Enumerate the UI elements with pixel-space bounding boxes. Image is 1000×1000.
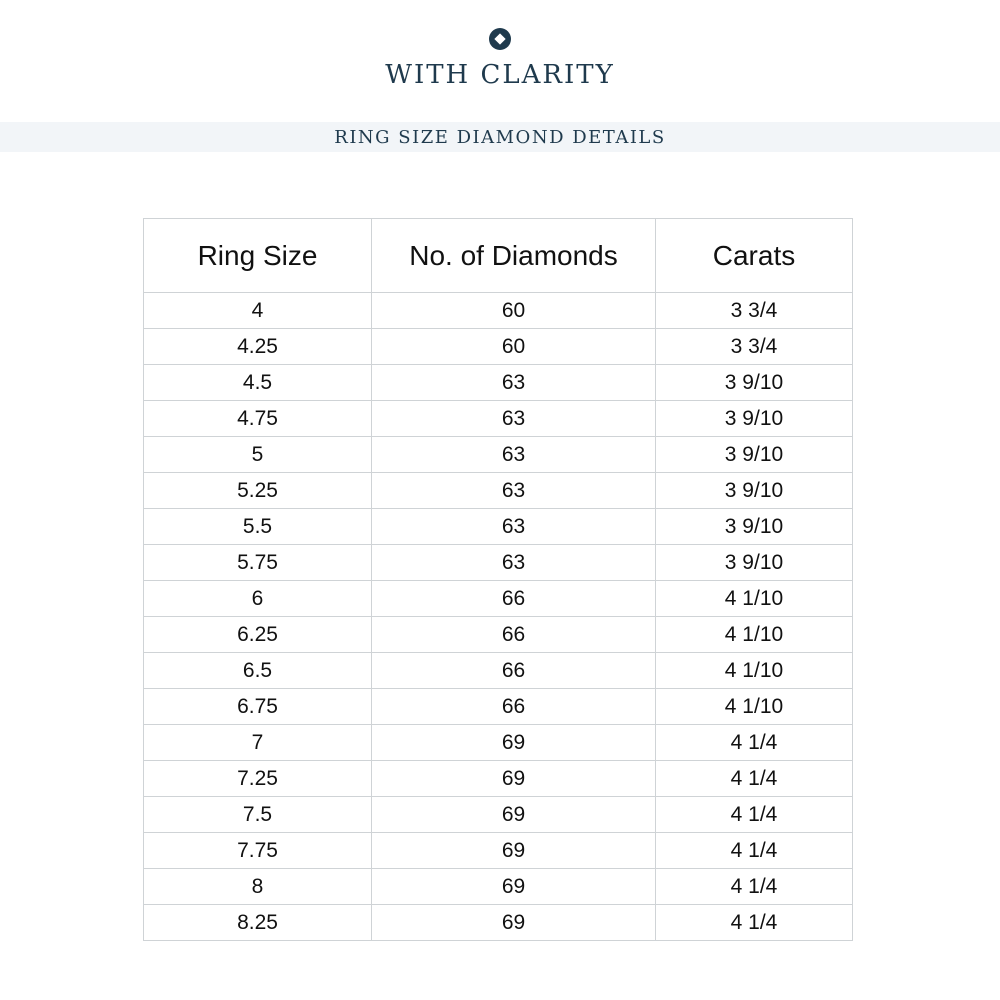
cell-ring-size: 7 [144, 725, 372, 761]
cell-carats: 3 3/4 [656, 293, 853, 329]
table-row [144, 869, 853, 905]
cell-diamond-count: 63 [372, 437, 656, 473]
cell-carats: 4 1/10 [656, 617, 853, 653]
table-row [144, 905, 853, 941]
cell-ring-size: 4.25 [144, 329, 372, 365]
cell-ring-size: 5.25 [144, 473, 372, 509]
table-row [144, 689, 853, 725]
cell-carats: 3 9/10 [656, 509, 853, 545]
cell-carats: 4 1/4 [656, 761, 853, 797]
cell-ring-size: 6.25 [144, 617, 372, 653]
cell-ring-size: 4.5 [144, 365, 372, 401]
cell-ring-size: 6.5 [144, 653, 372, 689]
cell-diamond-count: 69 [372, 905, 656, 941]
table-row [144, 329, 853, 365]
table-header-row [144, 219, 853, 293]
section-title: RING SIZE DIAMOND DETAILS [334, 127, 666, 148]
table-row [144, 401, 853, 437]
column-header-diamonds: No. of Diamonds [372, 219, 656, 293]
cell-ring-size: 6.75 [144, 689, 372, 725]
cell-carats: 3 9/10 [656, 401, 853, 437]
cell-ring-size: 7.75 [144, 833, 372, 869]
cell-carats: 3 9/10 [656, 473, 853, 509]
cell-carats: 4 1/4 [656, 833, 853, 869]
cell-ring-size: 4 [144, 293, 372, 329]
cell-diamond-count: 63 [372, 545, 656, 581]
table-row [144, 833, 853, 869]
cell-diamond-count: 69 [372, 797, 656, 833]
cell-diamond-count: 63 [372, 365, 656, 401]
cell-ring-size: 5.5 [144, 509, 372, 545]
table-row [144, 725, 853, 761]
table-row [144, 437, 853, 473]
cell-ring-size: 8 [144, 869, 372, 905]
cell-ring-size: 5 [144, 437, 372, 473]
cell-carats: 4 1/10 [656, 689, 853, 725]
cell-diamond-count: 69 [372, 761, 656, 797]
cell-diamond-count: 63 [372, 401, 656, 437]
cell-carats: 3 9/10 [656, 437, 853, 473]
cell-diamond-count: 69 [372, 869, 656, 905]
cell-carats: 4 1/4 [656, 905, 853, 941]
table-row [144, 365, 853, 401]
table-row [144, 581, 853, 617]
cell-carats: 4 1/4 [656, 797, 853, 833]
cell-ring-size: 8.25 [144, 905, 372, 941]
table-row [144, 545, 853, 581]
cell-carats: 4 1/4 [656, 869, 853, 905]
cell-ring-size: 5.75 [144, 545, 372, 581]
cell-diamond-count: 66 [372, 689, 656, 725]
cell-diamond-count: 66 [372, 653, 656, 689]
cell-diamond-count: 69 [372, 725, 656, 761]
table-row [144, 617, 853, 653]
cell-diamond-count: 69 [372, 833, 656, 869]
table-row [144, 473, 853, 509]
cell-carats: 3 9/10 [656, 545, 853, 581]
table-row [144, 797, 853, 833]
cell-diamond-count: 63 [372, 473, 656, 509]
table-row [144, 761, 853, 797]
cell-carats: 4 1/10 [656, 653, 853, 689]
cell-diamond-count: 66 [372, 581, 656, 617]
cell-ring-size: 6 [144, 581, 372, 617]
cell-carats: 3 3/4 [656, 329, 853, 365]
section-banner [0, 122, 1000, 152]
cell-carats: 3 9/10 [656, 365, 853, 401]
cell-carats: 4 1/4 [656, 725, 853, 761]
column-header-carats: Carats [656, 219, 853, 293]
cell-ring-size: 7.5 [144, 797, 372, 833]
brand-name: WITH CLARITY [385, 60, 615, 90]
cell-diamond-count: 60 [372, 329, 656, 365]
cell-ring-size: 7.25 [144, 761, 372, 797]
cell-diamond-count: 66 [372, 617, 656, 653]
cell-diamond-count: 63 [372, 509, 656, 545]
ring-size-table [143, 218, 853, 941]
table-row [144, 293, 853, 329]
cell-ring-size: 4.75 [144, 401, 372, 437]
cell-carats: 4 1/10 [656, 581, 853, 617]
table-row [144, 509, 853, 545]
cell-diamond-count: 60 [372, 293, 656, 329]
brand-logo-icon [489, 28, 511, 50]
table-row [144, 653, 853, 689]
column-header-ring-size: Ring Size [144, 219, 372, 293]
